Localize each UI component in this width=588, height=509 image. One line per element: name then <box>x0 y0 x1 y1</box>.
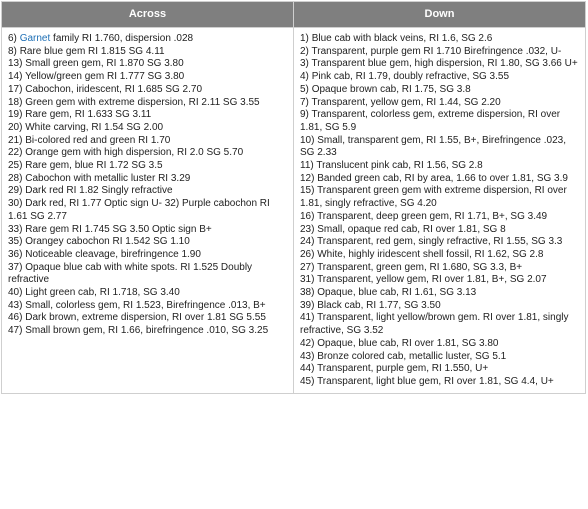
across-clue-25 <box>8 160 287 173</box>
clue-text: Banded green cab, RI by area, 1.66 to over 1.81, SG 3.9 <box>317 172 568 184</box>
across-clue-14 <box>8 71 287 84</box>
across-clue-17 <box>8 84 287 97</box>
down-clue-45 <box>300 376 579 389</box>
down-clue-23 <box>300 224 579 237</box>
clue-text: Dark red RI 1.82 Singly refractive <box>25 185 173 197</box>
clue-text: Opaque, blue cab, RI over 1.81, SG 3.80 <box>317 337 499 349</box>
clue-text: Bi-colored red and green RI 1.70 <box>25 134 171 146</box>
clue-text: Transparent, purple gem, RI 1.550, U+ <box>317 363 489 375</box>
clue-number: 43) <box>8 299 23 311</box>
down-clue-7 <box>300 97 579 110</box>
clue-number: 38) <box>300 287 315 299</box>
clue-text: Light green cab, RI 1.718, SG 3.40 <box>25 287 180 299</box>
across-clue-21 <box>8 135 287 148</box>
clue-number: 19) <box>8 109 23 121</box>
down-clue-16 <box>300 211 579 224</box>
clue-text: White, highly iridescent shell fossil, RI 1.62, SG 2.8 <box>317 248 544 260</box>
clue-number: 15) <box>300 185 315 197</box>
down-clue-5 <box>300 84 579 97</box>
across-clue-40 <box>8 287 287 300</box>
down-clue-42 <box>300 338 579 351</box>
down-clue-10 <box>300 135 579 160</box>
clue-text: Opaque blue cab with white spots. RI 1.525 Doubly refractive <box>8 261 253 286</box>
clue-text: Black cab, RI 1.77, SG 3.50 <box>317 299 441 311</box>
down-clue-24 <box>300 236 579 249</box>
clue-text: Opaque brown cab, RI 1.75, SG 3.8 <box>311 83 471 95</box>
down-header: Down <box>294 2 586 28</box>
clue-table <box>1 1 586 394</box>
across-clue-19 <box>8 109 287 122</box>
across-clue-18 <box>8 97 287 110</box>
clue-number: 7) <box>300 96 309 108</box>
clue-text: Pink cab, RI 1.79, doubly refractive, SG 3.55 <box>311 71 510 83</box>
clue-text: Noticeable cleavage, birefringence 1.90 <box>25 248 201 260</box>
clue-text: Transparent green gem with extreme dispersion, RI over 1.81, singly refractive, SG 4.20 <box>300 185 567 210</box>
clue-text: Cabochon with metallic luster RI 3.29 <box>25 172 191 184</box>
across-clue-13 <box>8 58 287 71</box>
across-clue-35 <box>8 236 287 249</box>
clue-text: Transparent, deep green gem, RI 1.71, B+, SG 3.49 <box>317 210 548 222</box>
clue-number: 33) <box>8 223 23 235</box>
across-clue-36 <box>8 249 287 262</box>
down-clue-11 <box>300 160 579 173</box>
across-clue-list <box>2 28 294 394</box>
clue-number: 9) <box>300 109 309 121</box>
clue-text: Transparent, yellow gem, RI over 1.81, B+, SG 2.07 <box>317 274 547 286</box>
across-clue-29 <box>8 185 287 198</box>
clue-number: 40) <box>8 287 23 299</box>
clue-text: Small green gem, RI 1.870 SG 3.80 <box>25 58 184 70</box>
clue-number: 28) <box>8 172 23 184</box>
clue-number: 46) <box>8 312 23 324</box>
clue-number: 1) <box>300 33 309 44</box>
clue-number: 25) <box>8 160 23 172</box>
down-clue-1 <box>300 33 579 46</box>
clue-number: 14) <box>8 71 23 83</box>
clue-text: Opaque, blue cab, RI 1.61, SG 3.13 <box>317 287 477 299</box>
clue-text: White carving, RI 1.54 SG 2.00 <box>25 121 164 133</box>
across-clue-43 <box>8 300 287 313</box>
clue-number: 31) <box>300 274 315 286</box>
clue-number: 35) <box>8 236 23 248</box>
down-clue-44 <box>300 363 579 376</box>
down-clue-26 <box>300 249 579 262</box>
down-clue-41 <box>300 312 579 337</box>
clue-text: Orange gem with high dispersion, RI 2.0 SG 5.70 <box>25 147 244 159</box>
across-clue-33 <box>8 224 287 237</box>
across-header: Across <box>2 2 294 28</box>
clue-text: Small, colorless gem, RI 1.523, Birefringence .013, B+ <box>25 299 266 311</box>
clue-number: 24) <box>300 236 315 248</box>
clue-number: 5) <box>300 83 309 95</box>
down-clue-39 <box>300 300 579 313</box>
clue-number: 3) <box>300 58 309 70</box>
down-clue-12 <box>300 173 579 186</box>
across-clue-28 <box>8 173 287 186</box>
clue-number: 26) <box>300 248 315 260</box>
clue-text: Green gem with extreme dispersion, RI 2.11 SG 3.55 <box>25 96 260 108</box>
clue-number: 12) <box>300 172 315 184</box>
across-clue-46 <box>8 312 287 325</box>
clue-text: Transparent, light yellow/brown gem. RI over 1.81, singly refractive, SG 3.52 <box>300 312 569 337</box>
down-clue-38 <box>300 287 579 300</box>
clue-link[interactable]: Garnet <box>19 33 51 44</box>
across-clue-30 <box>8 198 287 223</box>
header-row <box>2 2 586 28</box>
down-clue-4 <box>300 71 579 84</box>
across-clue-37 <box>8 262 287 287</box>
clue-text: Rare gem, blue RI 1.72 SG 3.5 <box>25 160 163 172</box>
clue-number: 44) <box>300 363 315 375</box>
clue-number: 21) <box>8 134 23 146</box>
across-clue-22 <box>8 147 287 160</box>
clue-number: 36) <box>8 248 23 260</box>
clue-number: 4) <box>300 71 309 83</box>
clue-number: 10) <box>300 134 315 146</box>
clue-number: 2) <box>300 45 309 57</box>
down-clue-27 <box>300 262 579 275</box>
clue-text: Rare gem RI 1.745 SG 3.50 Optic sign B+ <box>25 223 212 235</box>
down-clue-43 <box>300 351 579 364</box>
clue-number: 37) <box>8 261 23 273</box>
clue-number: 22) <box>8 147 23 159</box>
clue-text: Transparent, purple gem RI 1.710 Birefringence .032, U- <box>311 45 562 57</box>
across-clue-47 <box>8 325 287 338</box>
clue-text: Rare gem, RI 1.633 SG 3.11 <box>25 109 152 121</box>
clue-text: family RI 1.760, dispersion .028 <box>50 33 194 44</box>
clue-number: 41) <box>300 312 315 324</box>
clue-number: 43) <box>300 350 315 362</box>
clue-text: Transparent, light blue gem, RI over 1.81, SG 4.4, U+ <box>317 375 554 387</box>
down-clue-2 <box>300 46 579 59</box>
clue-number: 16) <box>300 210 315 222</box>
clue-text: Yellow/green gem RI 1.777 SG 3.80 <box>25 71 185 83</box>
clue-text: Blue cab with black veins, RI 1.6, SG 2.6 <box>311 33 493 44</box>
clue-number: 42) <box>300 337 315 349</box>
clue-text: Small, opaque red cab, RI over 1.81, SG 8 <box>317 223 506 235</box>
clue-number: 8) <box>8 45 17 57</box>
clue-text: Dark brown, extreme dispersion, RI over 1.81 SG 5.55 <box>25 312 266 324</box>
clue-number: 18) <box>8 96 23 108</box>
clue-row <box>2 28 586 394</box>
across-clue-6 <box>8 33 287 46</box>
clue-text: Cabochon, iridescent, RI 1.685 SG 2.70 <box>25 83 203 95</box>
clue-text: Translucent pink cab, RI 1.56, SG 2.8 <box>316 160 483 172</box>
clue-number: 11) <box>300 160 314 172</box>
clue-text: Small, transparent gem, RI 1.55, B+, Birefringence .023, SG 2.33 <box>300 134 566 159</box>
clue-number: 23) <box>300 223 315 235</box>
clue-number: 29) <box>8 185 23 197</box>
clue-number: 30) <box>8 198 23 210</box>
across-clue-20 <box>8 122 287 135</box>
clue-number: 47) <box>8 325 23 337</box>
across-clue-8 <box>8 46 287 59</box>
clue-text: Transparent, colorless gem, extreme dispersion, RI over 1.81, SG 5.9 <box>300 109 561 133</box>
clue-number: 27) <box>300 261 315 273</box>
clue-text: Transparent, red gem, singly refractive, RI 1.55, SG 3.3 <box>317 236 563 248</box>
clue-text: Transparent, yellow gem, RI 1.44, SG 2.20 <box>311 96 501 108</box>
clue-number: 39) <box>300 299 315 311</box>
down-clue-list <box>294 28 586 394</box>
clue-text: Rare blue gem RI 1.815 SG 4.11 <box>19 45 165 57</box>
clue-text: Dark red, RI 1.77 Optic sign U- 32) Purple cabochon RI 1.61 SG 2.77 <box>8 198 270 222</box>
clue-text: Small brown gem, RI 1.66, birefringence .010, SG 3.25 <box>25 325 269 337</box>
clue-number: 17) <box>8 83 23 95</box>
clue-text: Orangey cabochon RI 1.542 SG 1.10 <box>25 236 190 248</box>
down-clue-9 <box>300 109 579 134</box>
clue-text: Bronze colored cab, metallic luster, SG 5.1 <box>317 350 507 362</box>
clue-number: 45) <box>300 375 315 387</box>
clue-text: Transparent blue gem, high dispersion, RI 1.80, SG 3.66 U+ <box>311 58 578 70</box>
clue-text: Transparent, green gem, RI 1.680, SG 3.3, B+ <box>317 261 523 273</box>
clue-number: 13) <box>8 58 23 70</box>
down-clue-31 <box>300 274 579 287</box>
down-clue-15 <box>300 185 579 210</box>
down-clue-3 <box>300 58 579 71</box>
clue-number: 6) <box>8 33 17 44</box>
clue-number: 20) <box>8 121 23 133</box>
